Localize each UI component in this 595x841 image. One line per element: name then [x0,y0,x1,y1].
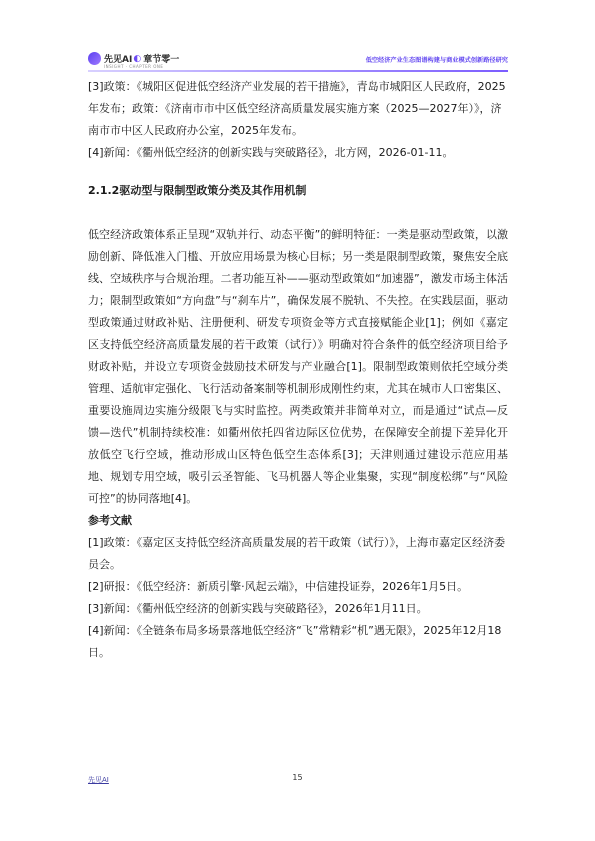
section-heading: 2.1.2驱动型与限制型政策分类及其作用机制 [88,184,307,197]
brand-name: 先见AI [104,55,133,65]
body-paragraph: 低空经济政策体系正呈现“双轨并行、动态平衡”的鲜明特征：一类是驱动型政策，以激励创新、降低准入门槛、开放应用场景为核心目标；另一类是限制型政策，聚焦安全底线、空域秩序与合规治理。二者功能互补——驱动型政策如“加速器”，激发市场主体活力；限制型政策如“方向盘”与“刹车片”，确保发展不脱轨、不失控。在实践层面，驱动型政策通过财政补贴、注册便利、研发专项资金等方式直接赋能企业[1]；例如《嘉定区支持低空经济高质量发展的若干政策（试行）》明确对符合条件的低空经济项目给予财政补贴，并设立专项资金鼓励技术研发与产业融合[1]。限制型政策则依托空域分类管理、适航审定强化、飞行活动备案制等机制形成刚性约束，尤其在城市人口密集区、重要设施周边实施分级限飞与实时监控。两类政策并非简单对立，而是通过“试点—反馈—迭代”机制持续校准：如衢州依托四省边际区位优势，在保障安全前提下差异化开放低空飞行空域，推动形成山区特色低空生态体系[3]；天津则通过建设示范应用基地、规划专用空域，吸引云圣智能、飞马机器人等企业集聚，实现“制度松绑”与“风险可控”的协同落地[4]。 [88,228,508,505]
reference-item-top-4: [4]新闻：《衢州低空经济的创新实践与突破路径》，北方网，2026-01-11。 [88,146,454,159]
brand-logo-icon [88,52,101,65]
report-title: 低空经济产业生态图谱构建与商业模式创新路径研究 [365,57,508,64]
footer-brand-link[interactable]: 先见AI [88,776,109,784]
page-number: 15 [292,773,303,782]
page-header [88,50,508,72]
reference-item-4: [4]新闻：《全链条布局多场景落地低空经济“飞”常精彩“机”遇无限》，2025年12月18日。 [88,624,502,659]
brand-tagline: INSIGHT · CHAPTER ONE [104,64,164,69]
reference-item-top-3: [3]政策：《城阳区促进低空经济产业发展的若干措施》，青岛市城阳区人民政府，2025年发布；政策：《济南市市中区低空经济高质量发展实施方案（2025—2027年）》，济南市市中区人民政府办公室，2025年发布。 [88,80,506,137]
brand-sub: 章节零一 [143,55,180,65]
header-divider [88,70,508,72]
reference-item-1: [1]政策：《嘉定区支持低空经济高质量发展的若干政策（试行）》，上海市嘉定区经济委员会。 [88,536,506,571]
page-content [88,76,508,664]
brand-separator-icon: ◐ [133,53,142,64]
reference-item-3: [3]新闻：《衢州低空经济的创新实践与突破路径》，2026年1月11日。 [88,602,428,615]
reference-item-2: [2]研报：《低空经济：新质引擎·风起云端》，中信建投证券，2026年1月5日。 [88,580,469,593]
references-title: 参考文献 [88,514,132,527]
